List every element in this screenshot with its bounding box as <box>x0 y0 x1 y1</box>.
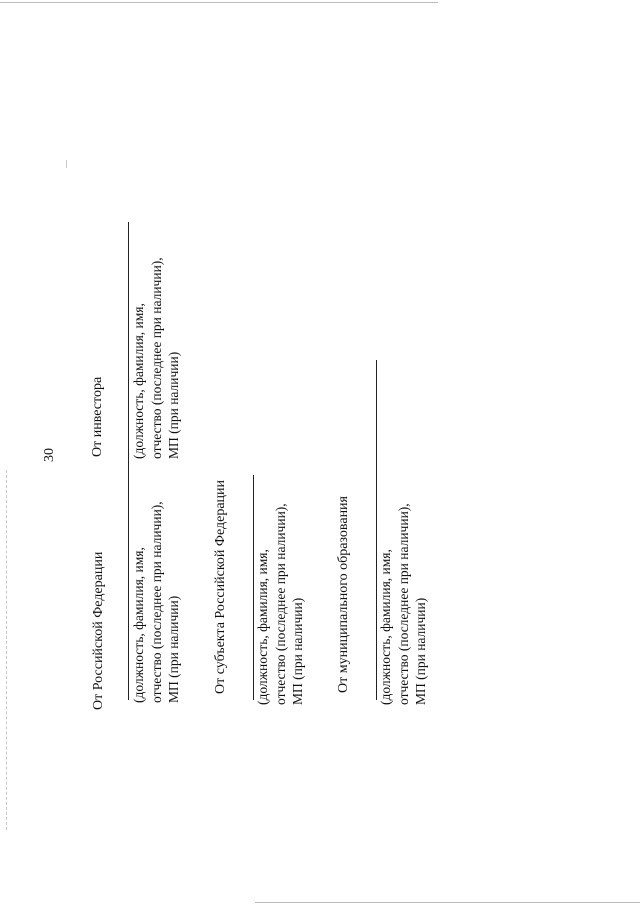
block-heading-subject-rf: От субъекта Российской Федерации <box>213 479 228 694</box>
caption-line: отчество (последнее при наличии), <box>148 257 164 459</box>
caption-line: (должность, фамилия, имя, <box>378 549 393 705</box>
caption-line: отчество (последнее при наличии), <box>395 503 411 705</box>
caption-line: МП (при наличии) <box>290 597 305 705</box>
signature-caption-subject-rf <box>254 503 307 705</box>
signature-caption-municipal <box>377 503 430 705</box>
block-heading-municipal: От муниципального образования <box>336 496 351 693</box>
signature-line-investor <box>128 222 129 457</box>
caption-line: МП (при наличии) <box>413 597 428 705</box>
caption-line: отчество (последнее при наличии), <box>148 501 164 703</box>
page-number: 30 <box>42 448 57 462</box>
signature-caption-russian-federation <box>130 501 183 703</box>
caption-line: отчество (последнее при наличии), <box>272 503 288 705</box>
caption-line: МП (при наличии) <box>166 351 181 459</box>
signature-caption-investor <box>130 257 183 459</box>
block-heading-russian-federation: От Российской Федерации <box>91 551 106 710</box>
caption-line: (должность, фамилия, имя, <box>255 549 270 705</box>
block-heading-investor: От инвестора <box>90 376 105 457</box>
caption-line: (должность, фамилия, имя, <box>131 303 146 459</box>
caption-line: МП (при наличии) <box>166 595 181 703</box>
caption-line: (должность, фамилия, имя, <box>131 547 146 703</box>
